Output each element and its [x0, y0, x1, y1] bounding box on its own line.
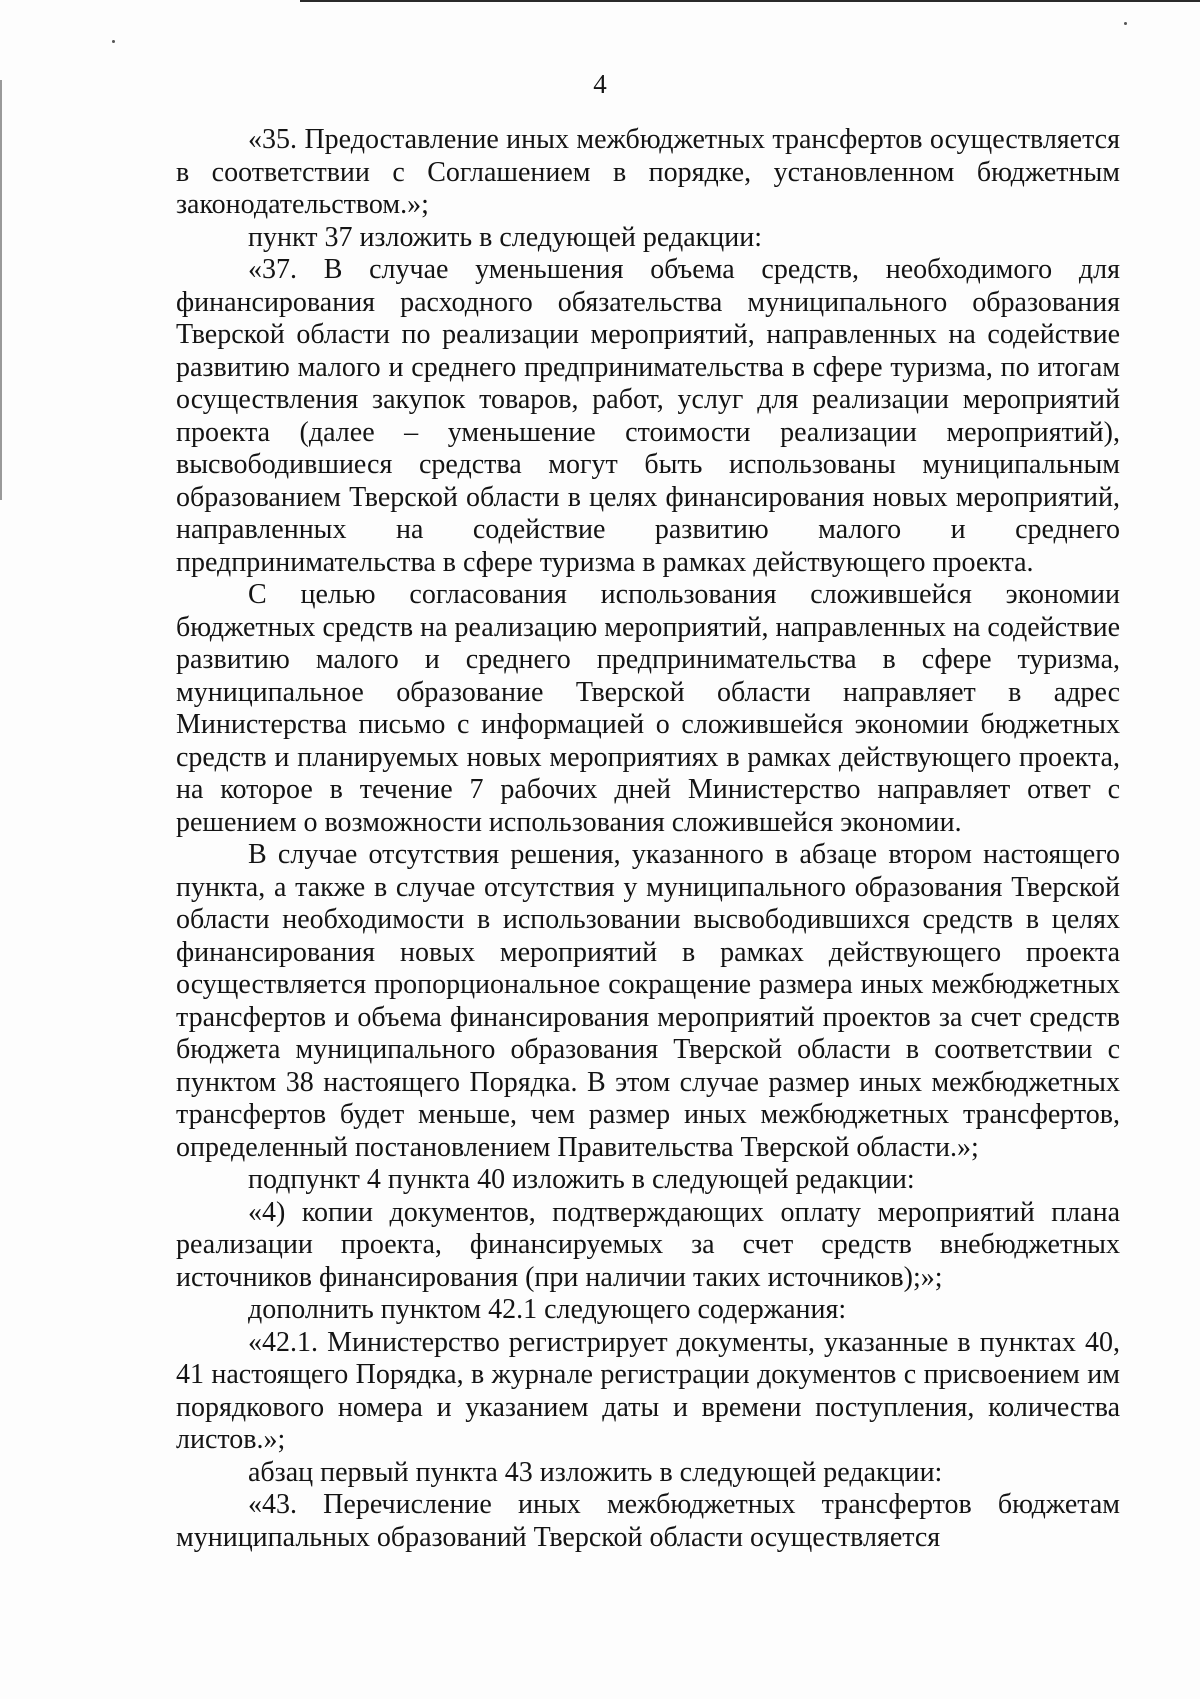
page-number: 4 [593, 69, 607, 99]
scan-edge-top [300, 0, 1200, 2]
paragraph-43: «43. Перечисление иных межбюджетных трансфертов бюджетам муниципальных образований Тверской области осуществляется [176, 1489, 1120, 1553]
paragraph-35: «35. Предоставление иных межбюджетных трансфертов осуществляется в соответствии с Соглашением в порядке, установленном бюджетным законодательством.»; [176, 124, 1120, 220]
paragraph-37-part-3: В случае отсутствия решения, указанного в абзаце втором настоящего пункта, а также в случае отсутствия у муниципального образования Тверской области необходимости в использовании высвободившихся средств в целях финансирования новых мероприятий в рамках действующего проекта осуществляется пропорциональное сокращение размера иных межбюджетных трансфертов и объема финансирования мероприятий проектов за счет средств бюджета муниципального образования Тверской области в соответствии с пунктом 38 настоящего Порядка. В этом случае размер иных межбюджетных трансфертов будет меньше, чем размер иных межбюджетных трансфертов, определенный постановлением Правительства Тверской области.»; [176, 839, 1120, 1163]
paragraph-instruction-43: абзац первый пункта 43 изложить в следующей редакции: [248, 1456, 943, 1488]
paragraph-37: «37. В случае уменьшения объема средств, необходимого для финансирования расходного обязательства муниципального образования Тверской области по реализации мероприятий, направленных на содействие развитию малого и среднего предпринимательства в сфере туризма, по итогам осуществления закупок товаров, работ, услуг для реализации мероприятий проекта (далее – уменьшение стоимости реализации мероприятий), высвободившиеся средства могут быть использованы муниципальным образованием Тверской области в целях финансирования новых мероприятий, направленных на содействие развитию малого и среднего предпринимательства в сфере туризма в рамках действующего проекта. [176, 254, 1120, 578]
document-body [176, 124, 1120, 1554]
scan-edge-left [0, 80, 2, 500]
scan-speck [112, 40, 115, 43]
paragraph-37-part-2: С целью согласования использования сложившейся экономии бюджетных средств на реализацию мероприятий, направленных на содействие развитию малого и среднего предпринимательства в сфере туризма, муниципальное образование Тверской области направляет в адрес Министерства письмо с информацией о сложившейся экономии бюджетных средств и планируемых новых мероприятиях в рамках действующего проекта, на которое в течение 7 рабочих дней Министерство направляет ответ с решением о возможности использования сложившейся экономии. [176, 579, 1120, 838]
scan-speck [1124, 22, 1127, 25]
paragraph-40-4: «4) копии документов, подтверждающих оплату мероприятий плана реализации проекта, финансируемых за счет средств внебюджетных источников финансирования (при наличии таких источников);»; [176, 1196, 1120, 1293]
paragraph-42-1: «42.1. Министерство регистрирует документы, указанные в пунктах 40, 41 настоящего Порядка, в журнале регистрации документов с присвоением им порядкового номера и указанием даты и времени поступления, количества листов.»; [176, 1326, 1120, 1455]
paragraph-instruction-42-1: дополнить пунктом 42.1 следующего содержания: [248, 1294, 847, 1325]
paragraph-instruction-37: пункт 37 изложить в следующей редакции: [248, 221, 762, 253]
paragraph-instruction-40: подпункт 4 пункта 40 изложить в следующей редакции: [248, 1164, 915, 1195]
